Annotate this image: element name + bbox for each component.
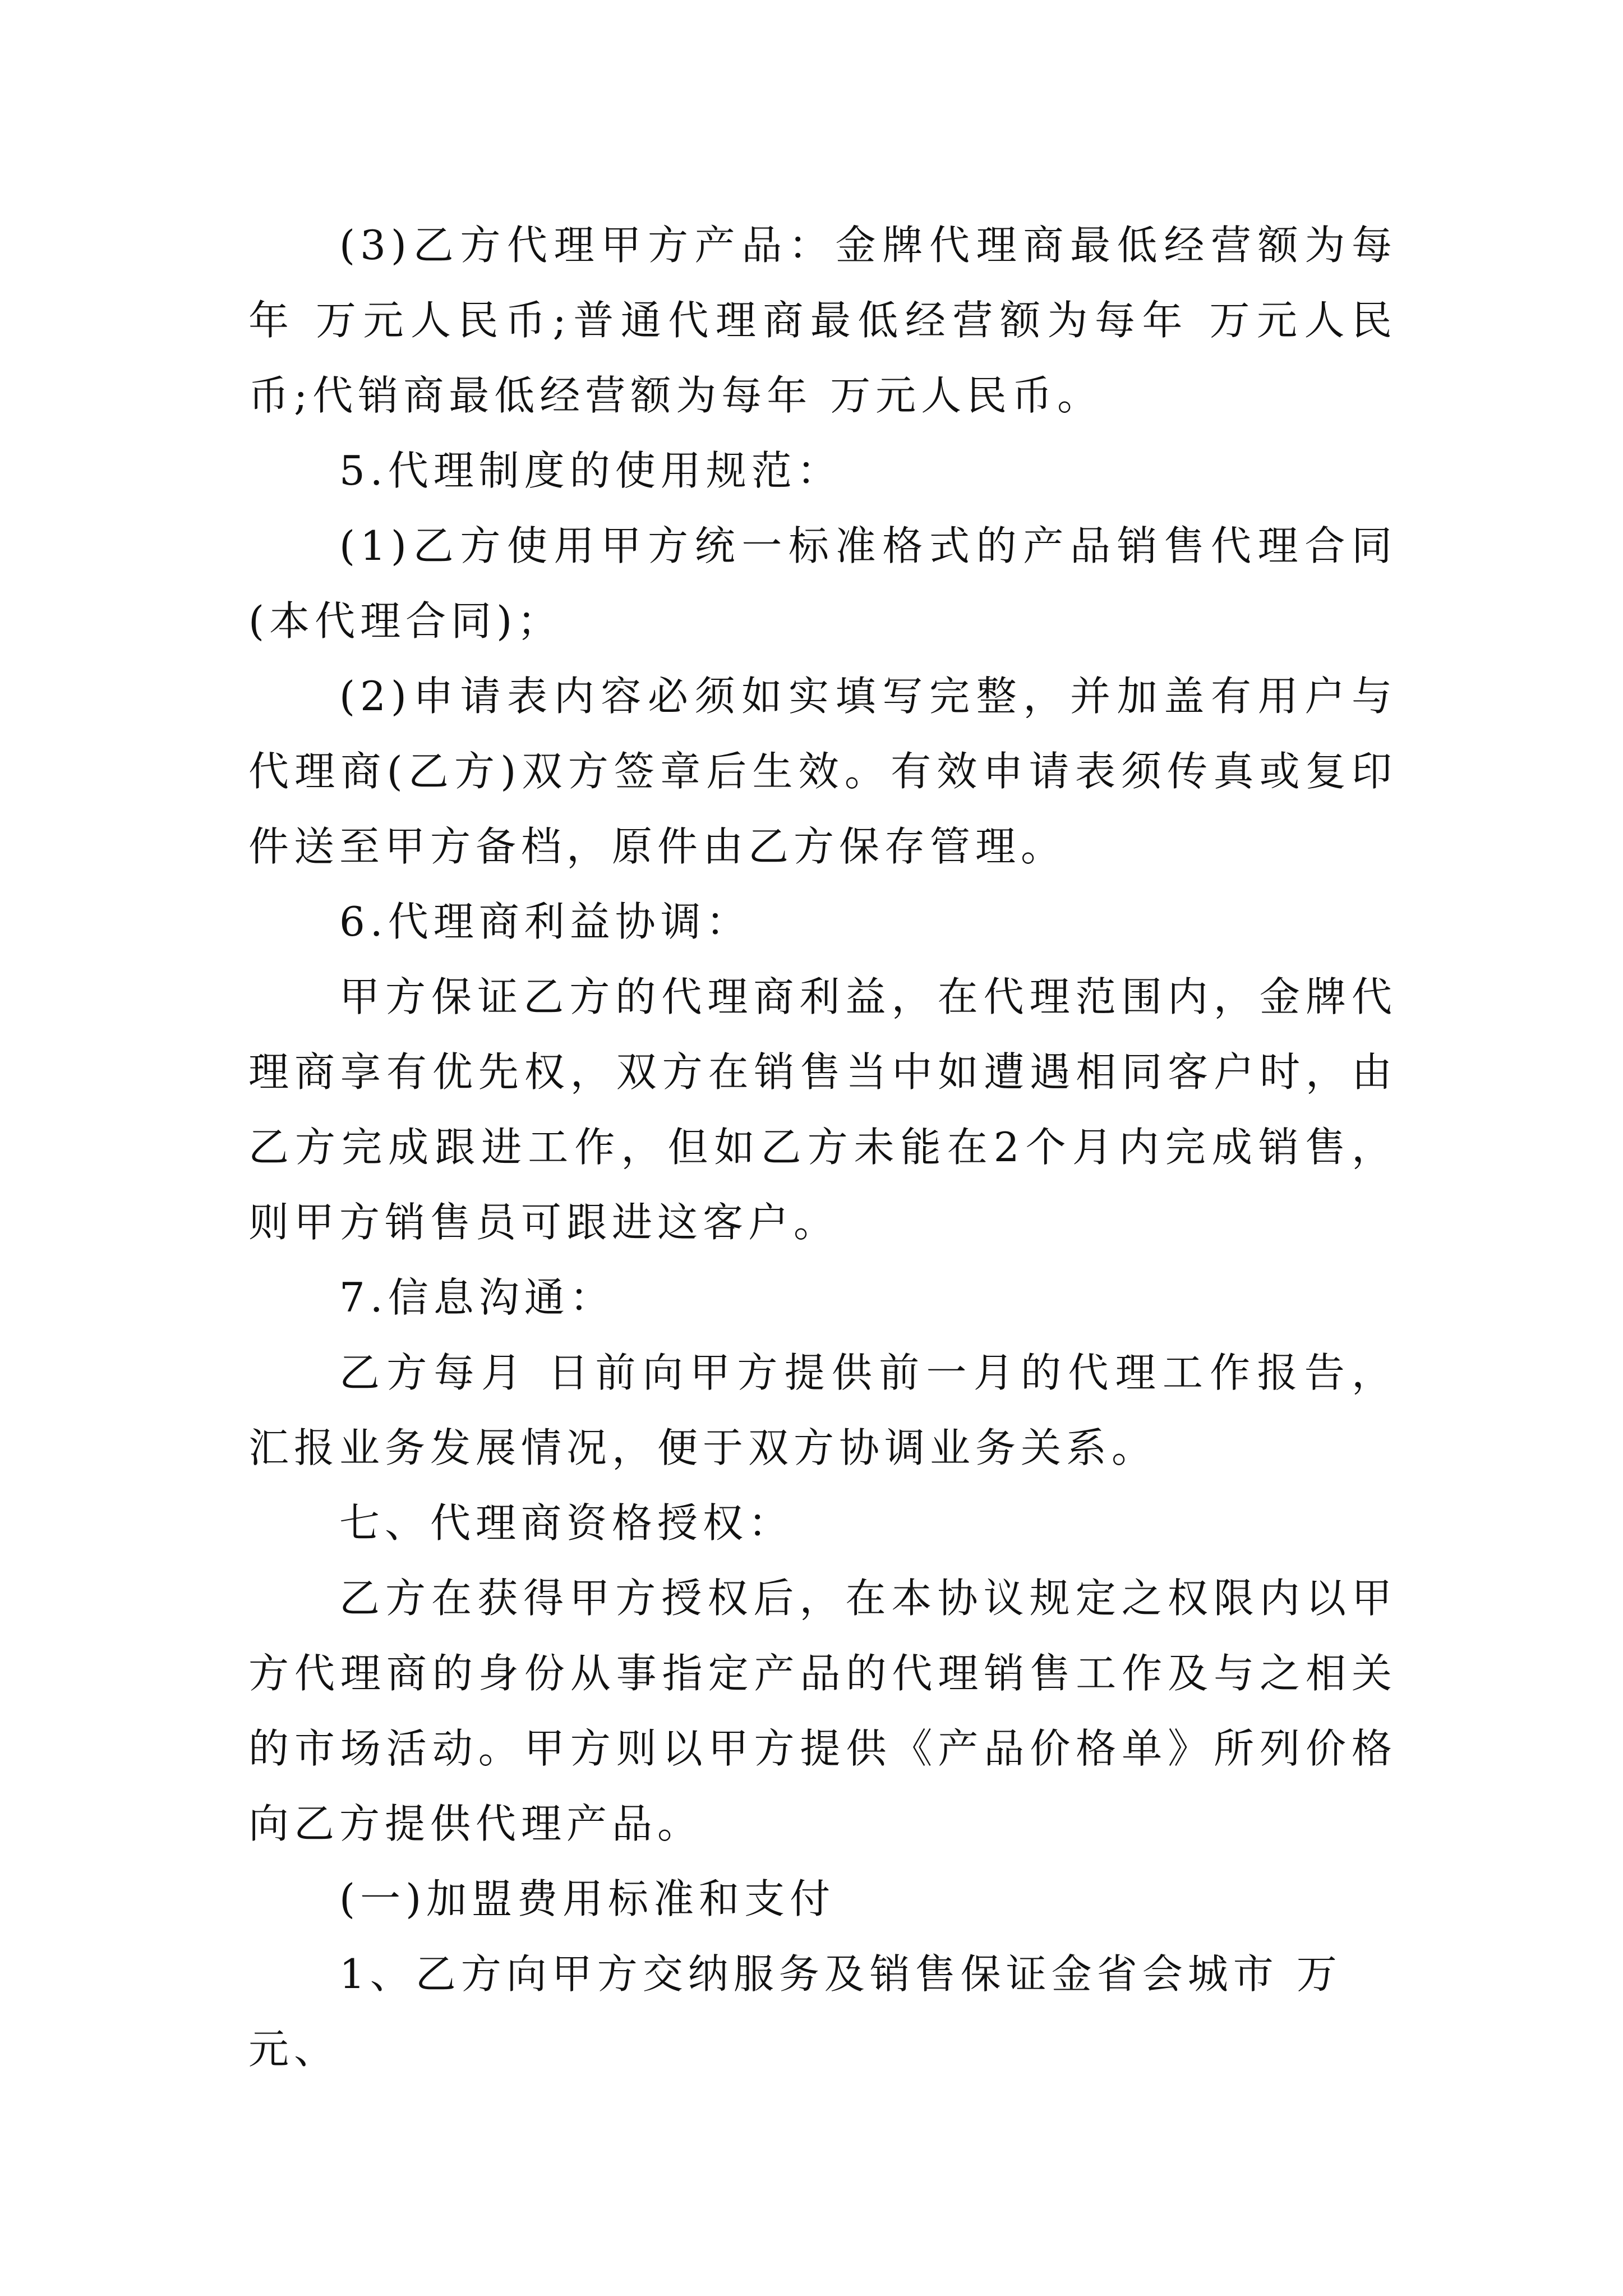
heading-qualification-authorization: 七、代理商资格授权：: [339, 1499, 794, 1547]
paragraph-fee-item-1: 1、乙方向甲方交纳服务及销售保证金省会城市 万元、: [248, 1950, 1342, 2073]
heading-interest-coordination: 6.代理商利益协调：: [339, 898, 751, 945]
heading-information-communication: 7.信息沟通：: [339, 1274, 615, 1321]
paragraph-interest-coordination: 甲方保证乙方的代理商利益，在代理范围内，金牌代理商享有优先权，双方在销售当中如遭遇相同客户时，由乙方完成跟进工作，但如乙方未能在2个月内完成销售，则甲方销售员可跟进这客户。: [248, 973, 1397, 1246]
paragraph-item-1: (1)乙方使用甲方统一标准格式的产品销售代理合同(本代理合同)；: [248, 522, 1397, 645]
paragraph-qualification-authorization: 乙方在获得甲方授权后，在本协议规定之权限内以甲方代理商的身份从事指定产品的代理销售工作及与之相关的市场活动。甲方则以甲方提供《产品价格单》所列价格向乙方提供代理产品。: [248, 1575, 1397, 1847]
paragraph-information-communication: 乙方每月 日前向甲方提供前一月的代理工作报告，汇报业务发展情况，便于双方协调业务关系。: [248, 1349, 1397, 1471]
document-body: [248, 208, 1397, 2087]
heading-franchise-fees: (一)加盟费用标准和支付: [339, 1875, 836, 1922]
paragraph-item-2: (2)申请表内容必须如实填写完整，并加盖有用户与代理商(乙方)双方签章后生效。有效申请表须传真或复印件送至甲方备档，原件由乙方保存管理。: [248, 673, 1397, 870]
paragraph-clause-3: (3)乙方代理甲方产品：金牌代理商最低经营额为每年 万元人民币;普通代理商最低经营额为每年 万元人民币;代销商最低经营额为每年 万元人民币。: [248, 222, 1397, 419]
heading-usage-norms: 5.代理制度的使用规范：: [339, 447, 842, 494]
